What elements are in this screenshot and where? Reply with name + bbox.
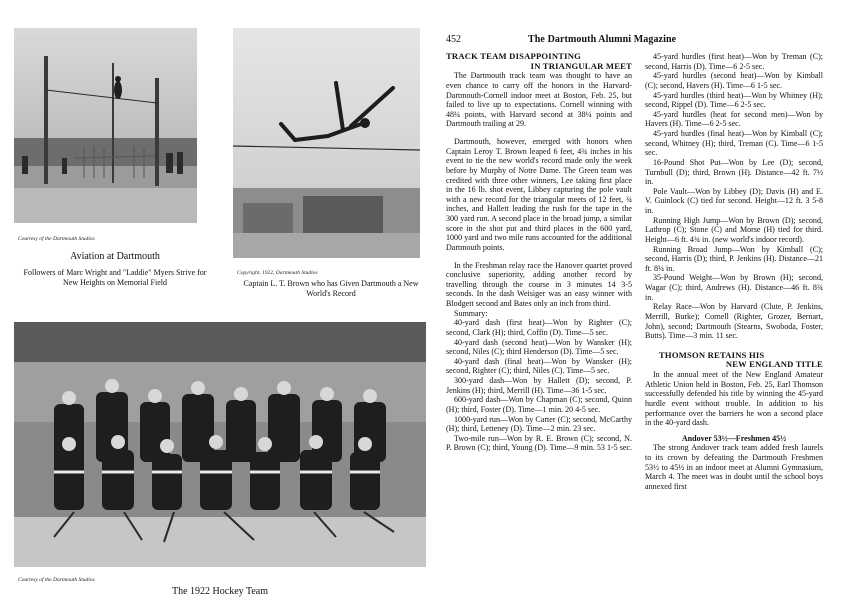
track-paragraph-3: In the Freshman relay race the Hanover quartet proved conclusive superiority, adding another record by travelling through the course in 3 minutes 14 3-5 seconds. In the dash Weisiger was an easy winner with Blodgett second and Bates only an inch from third. [446, 260, 632, 308]
track-paragraph-2: Dartmouth, however, emerged with honors when Captain Leroy T. Brown leaped 6 feet, 4¾ inches in his event to tie the new world's record made only the week before by Murphy of Notre Dame. The Green team was credited with three other winners, Lee taking first place in the 16 lb. shot event, Libbey capturing the pole vault with a new record for the triangular meets of 12 feet, ¾ inches, and Hallett leading the rush for the tape in the 300 yard run. A second place in the broad jump, a similar score in the shot put and third places in the 600 yard, 1000 yard and two mile runs accounted for the additional Dartmouth points. [446, 137, 632, 252]
summary-result: Running Broad Jump—Won by Kimball (C); second, Harris (D); third, P. Jenkins (H). Distance—21 ft. 8¼ in. [645, 244, 823, 273]
thomson-headline-1: THOMSON RETAINS HIS [659, 349, 765, 360]
summary-result: Two-mile run—Won by R. E. Brown (C); second, N. P. Brown (C); third, Young (D). Time—9 min. 53 1-5 sec. [446, 433, 632, 453]
magazine-title: The Dartmouth Alumni Magazine [528, 34, 677, 45]
summary-result: 40-yard dash (first heat)—Won by Righter (C); second, Clark (H); third, Coffin (D). Time—5 sec. [446, 318, 632, 337]
summary-result: 45-yard hurdles (first heat)—Won by Treman (C); second, Harris (D). Time—6 2-5 sec. [645, 52, 823, 71]
summary-result: 45-yard hurdles (third heat)—Won by Whitney (H); second, Rippel (D). Time—6 2-5 sec. [645, 90, 823, 110]
thomson-headline-2: NEW ENGLAND TITLE [725, 359, 823, 370]
summary-result: Relay Race—Won by Harvard (Clute, P. Jenkins, Merrill, Burke); Cornell (Righter, Grozer, Bernart, John), second; Dartmouth (Stearns, Swoboda, Foster, Butts). Time—3 min. 11 sec. [645, 302, 823, 341]
summary-result: 16-Pound Shot Put—Won by Lee (D); second, Turnbull (D); third, Brown (H). Distance—42 ft. 7½ in. [645, 157, 823, 187]
article-column-1 [446, 52, 632, 453]
summary-result: Pole Vault—Won by Libbey (D); Davis (H) and E. V. Guinlock (C) tied for second. Height—12 ft. 3 5-8 in. [645, 186, 823, 215]
aviation-photo-caption: Followers of Marc Wright and "Laddie" Myers Strive for New Heights on Memorial Field [23, 268, 207, 287]
summary-result: 600-yard dash—Won by Chapman (C); second, Quinn (H); third, Foster (D). Time—1 min. 20 4-5 sec. [446, 395, 632, 414]
summary-result: 45-yard hurdles (heat for second men)—Won by Havers (H). Time—6 2-5 sec. [645, 109, 823, 129]
paragraph-gap [446, 129, 632, 137]
andover-subhead: Andover 53½—Freshmen 45½ [681, 433, 787, 443]
summary-result: 300-yard dash—Won by Hallett (D); second, P. Jenkins (H); third, Merrill (H). Time—36 1-5 sec. [446, 376, 632, 395]
high-jump-photo [233, 28, 420, 258]
hockey-team-photo-image [14, 322, 426, 567]
article-column-2 [645, 52, 823, 492]
summary-result: 45-yard hurdles (second heat)—Won by Kimball (C); second, Havers (H). Time—6 1-5 sec. [645, 71, 823, 90]
high-jump-photo-credit: Copyright, 1922, Dartmouth Studios [237, 270, 318, 276]
summary-result: Running High Jump—Won by Brown (D); second, Lathrop (C); Stone (C) and Morse (H) tied for third. Height—6 ft. 4¾ in. (new world's indoor record). [645, 215, 823, 244]
summary-result: 40-yard dash (final heat)—Won by Wansker (H); second, Righter (C); third, Niles (C). Time—5 sec. [446, 356, 632, 376]
hockey-photo-credit: Courtesy of the Dartmouth Studios [18, 577, 95, 583]
summary-result: 45-yard hurdles (final heat)—Won by Kimball (C); second, Whitney (H); third, Treman (C). Time—6 1-5 sec. [645, 129, 823, 158]
summary-label: Summary: [454, 308, 488, 318]
summary-result: 40-yard dash (second heat)—Won by Wansker (H); second, Niles (C); third Henderson (D). Time—5 sec. [446, 337, 632, 357]
hockey-photo-title: The 1922 Hockey Team [171, 586, 269, 597]
andover-body: The strong Andover track team added fresh laurels to its crown by defeating the Dartmouth Freshmen 53½ to 45½ in an indoor meet at Alumni Gymnasium, March 4. The meet was in doubt until the school boys annexed first [645, 443, 823, 491]
track-headline-2: IN TRIANGULAR MEET [530, 60, 632, 71]
hockey-team-photo [14, 322, 426, 567]
track-headline-1: TRACK TEAM DISAPPOINTING [446, 51, 581, 61]
thomson-body: In the annual meet of the New England Amateur Athletic Union held in Boston, Feb. 25, Earl Thomson successfully defended his title by winning the 45-yard hurdle event without trouble. In addition to his performance over the barriers he won a second place in the 40-yard dash. [645, 370, 823, 428]
page-number: 452 [446, 34, 461, 45]
high-jump-photo-image [233, 28, 420, 258]
high-jump-photo-caption: Captain L. T. Brown who has Given Dartmouth a New World's Record [243, 279, 419, 298]
summary-result: 35-Pound Weight—Won by Brown (H); second, Wagar (C); third, Andrews (H). Distance—46 ft. 8¾ in. [645, 273, 823, 302]
paragraph-gap [446, 253, 632, 261]
aviation-photo-image [14, 28, 197, 223]
aviation-photo [14, 28, 197, 223]
aviation-photo-credit: Courtesy of the Dartmouth Studios [18, 236, 95, 242]
aviation-photo-title: Aviation at Dartmouth [70, 251, 160, 262]
track-paragraph-1: The Dartmouth track team was thought to have an even chance to carry off the honors in the Harvard-Dartmouth-Cornell indoor meet at Boston, Feb. 25, but failed to live up to expectations. Cornell winning with 48¼ points, with Harvard second at 38¼ points and Dartmouth trailing at 29. [446, 71, 632, 129]
summary-result: 1000-yard run—Won by Carter (C); second, McCarthy (H); third, Letteney (D). Time—2 min. 23 sec. [446, 414, 632, 434]
